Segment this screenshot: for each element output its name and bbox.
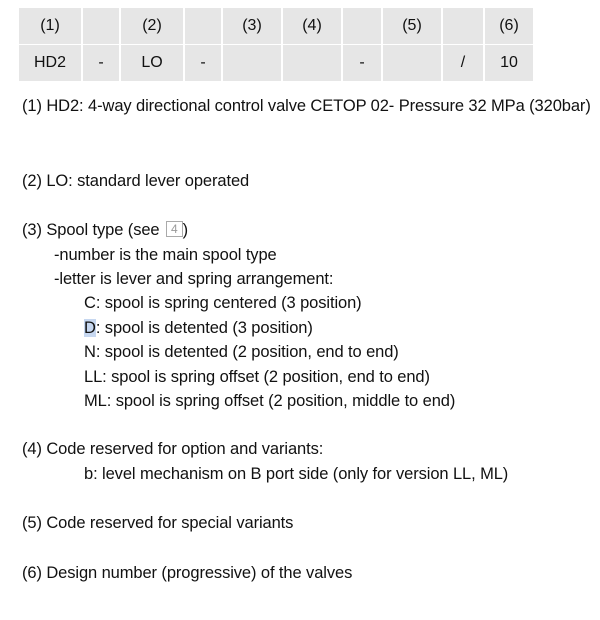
code-header-cell: (2) (121, 8, 183, 44)
code-header-cell: (6) (485, 8, 533, 44)
spool-option-d-text: : spool is detented (3 position) (95, 319, 313, 337)
spool-letter-note: -letter is lever and spring arrangement: (54, 270, 334, 288)
option-b-description: b: level mechanism on B port side (only for version LL, ML) (84, 465, 509, 483)
item-2-description: (2) LO: standard lever operated (22, 172, 250, 190)
code-value-cell: / (443, 45, 483, 81)
code-header-cell (185, 8, 221, 44)
code-header-row (19, 8, 533, 44)
code-value-cell: 10 (485, 45, 533, 81)
item-3-title (22, 218, 188, 242)
item-3-title-text: (3) Spool type (see (22, 221, 160, 239)
code-header-cell: (4) (283, 8, 341, 44)
code-value-cell: LO (121, 45, 183, 81)
item-6-description: (6) Design number (progressive) of the valves (22, 564, 353, 582)
spool-option-d-letter: D (84, 319, 96, 337)
item-3-title-close: ) (182, 221, 188, 239)
spool-option-ll: LL: spool is spring offset (2 position, end to end) (84, 368, 430, 386)
spool-option-c: C: spool is spring centered (3 position) (84, 294, 362, 312)
code-value-cell: - (185, 45, 221, 81)
code-value-cell: - (83, 45, 119, 81)
code-header-cell: (5) (383, 8, 441, 44)
code-header-cell (343, 8, 381, 44)
code-value-cell: - (343, 45, 381, 81)
spool-option-d (22, 316, 313, 340)
code-header-cell: (1) (19, 8, 81, 44)
code-header-cell: (3) (223, 8, 281, 44)
section-reference-link[interactable]: 4 (166, 221, 183, 237)
item-5-description: (5) Code reserved for special variants (22, 514, 294, 532)
code-value-cell (283, 45, 341, 81)
item-4-title: (4) Code reserved for option and variants: (22, 440, 324, 458)
item-1-description: (1) HD2: 4-way directional control valve CETOP 02- Pressure 32 MPa (320bar) (22, 97, 591, 115)
code-value-cell: HD2 (19, 45, 81, 81)
spool-number-note: -number is the main spool type (54, 246, 277, 264)
code-value-row (19, 45, 533, 81)
code-value-cell (223, 45, 281, 81)
spool-option-ml: ML: spool is spring offset (2 position, middle to end) (84, 392, 456, 410)
spool-option-n: N: spool is detented (2 position, end to end) (84, 343, 399, 361)
code-value-cell (383, 45, 441, 81)
code-header-cell (443, 8, 483, 44)
code-header-cell (83, 8, 119, 44)
model-code-table (19, 8, 533, 80)
